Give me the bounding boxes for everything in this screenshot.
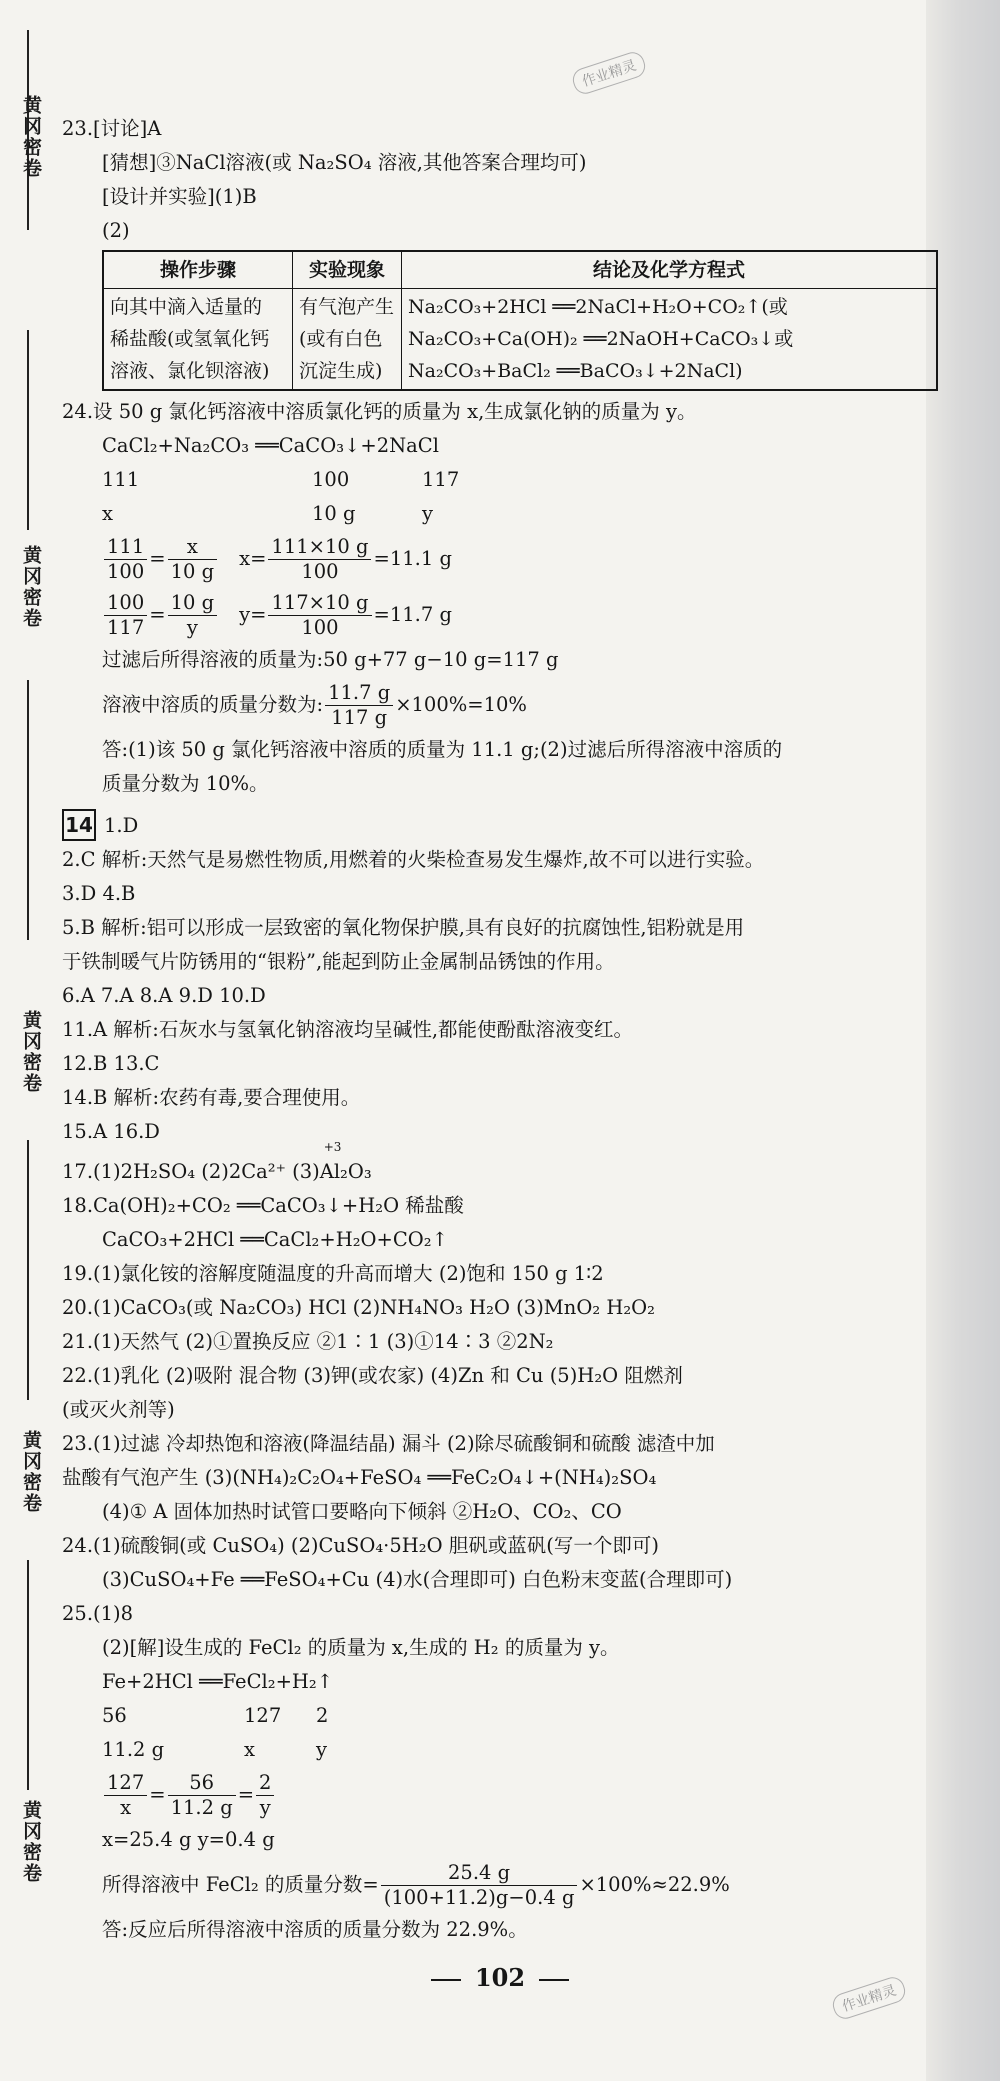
ratio-cell: 2 bbox=[316, 1704, 329, 1727]
text-line: 24.设 50 g 氯化钙溶液中溶质氯化钙的质量为 x,生成氯化钠的质量为 y。 bbox=[62, 400, 697, 423]
ratio-cell: 127 bbox=[244, 1704, 282, 1727]
cell-line: 向其中滴入适量的 bbox=[110, 296, 263, 318]
table-row bbox=[103, 289, 937, 391]
table-header-row bbox=[103, 251, 937, 289]
table-header: 实验现象 bbox=[293, 251, 402, 289]
watermark-stamp: 作业精灵 bbox=[830, 1974, 908, 2022]
formula-line: $\frac{100}{117}$ = $\frac{10 g}{y}$ y= $\frac{117\times 10 g}{100}$ =11.7 g bbox=[62, 587, 942, 643]
cell-line: 沉淀生成) bbox=[299, 360, 383, 382]
formula-line: 所得溶液中 FeCl₂ 的质量分数= $\frac{25.4 g}{(100+11.2)g-0.4 g}$ ×100%≈22.9% bbox=[102, 1861, 730, 1909]
section-number-box: 14 bbox=[62, 809, 96, 841]
fraction: $\frac{x}{10 g}$ bbox=[168, 535, 218, 584]
cell-line: Na₂CO₃+2HCl ══2NaCl+H₂O+CO₂↑(或 bbox=[408, 296, 788, 318]
text-line: 17.(1)2H₂SO₄ (2)2Ca²⁺ (3) +3 Al₂O₃ bbox=[62, 1140, 372, 1183]
text-line: 5.B 解析:铝可以形成一层致密的氧化物保护膜,具有良好的抗腐蚀性,铝粉就是用 bbox=[62, 916, 745, 939]
table-header: 操作步骤 bbox=[103, 251, 293, 289]
equation-line: Fe+2HCl ══FeCl₂+H₂↑ bbox=[102, 1670, 334, 1693]
table-cell bbox=[103, 289, 293, 391]
formula-line: $\frac{111}{100}$ = $\frac{x}{10 g}$ x= $\frac{111\times 10 g}{100}$ =11.1 g bbox=[62, 531, 942, 587]
ratio-row bbox=[62, 1699, 942, 1733]
ratio-row bbox=[62, 497, 942, 531]
text-line: [设计并实验](1)B bbox=[102, 185, 257, 208]
side-label: 黄冈密卷 bbox=[20, 545, 42, 629]
text-line: 6.A 7.A 8.A 9.D 10.D bbox=[62, 984, 266, 1007]
text-line: 11.A 解析:石灰水与氢氧化钠溶液均呈碱性,都能使酚酞溶液变红。 bbox=[62, 1018, 634, 1041]
table-cell bbox=[402, 289, 938, 391]
fraction: $\frac{2}{y}$ bbox=[256, 1771, 274, 1820]
text-line: 质量分数为 10%。 bbox=[102, 772, 269, 795]
answer-content bbox=[62, 112, 942, 1947]
text-line: 1.D bbox=[104, 814, 139, 837]
text-line: 21.(1)天然气 (2)①置换反应 ②1∶1 (3)①14∶3 ②2N₂ bbox=[62, 1330, 554, 1353]
ratio-cell: y bbox=[422, 502, 434, 525]
side-label: 黄冈密卷 bbox=[20, 1430, 42, 1514]
fraction: $\frac{117\times 10 g}{100}$ bbox=[268, 591, 371, 640]
fraction: $\frac{11.7 g}{117 g}$ bbox=[325, 681, 393, 730]
cell-line: 有气泡产生 bbox=[299, 296, 395, 318]
text-line: 20.(1)CaCO₃(或 Na₂CO₃) HCl (2)NH₄NO₃ H₂O (3)MnO₂ H₂O₂ bbox=[62, 1296, 655, 1319]
margin-line bbox=[27, 1140, 29, 1400]
watermark-stamp: 作业精灵 bbox=[570, 49, 648, 97]
text-line: (或灭火剂等) bbox=[62, 1398, 175, 1421]
fraction: $\frac{127}{x}$ bbox=[104, 1771, 147, 1820]
ratio-cell: x bbox=[102, 502, 113, 525]
ratio-cell: x bbox=[244, 1738, 255, 1761]
page-footer bbox=[0, 1963, 1000, 1992]
margin-line bbox=[27, 1560, 29, 1790]
text-line: 23.[讨论]A bbox=[62, 117, 162, 140]
text-line: x=25.4 g y=0.4 g bbox=[102, 1828, 275, 1851]
cell-line: Na₂CO₃+BaCl₂ ══BaCO₃↓+2NaCl) bbox=[408, 360, 743, 382]
fraction: $\frac{111}{100}$ bbox=[104, 535, 147, 584]
cell-line: (或有白色 bbox=[299, 328, 383, 350]
fraction: $\frac{10 g}{y}$ bbox=[168, 591, 218, 640]
experiment-table bbox=[102, 250, 938, 391]
text-line: CaCO₃+2HCl ══CaCl₂+H₂O+CO₂↑ bbox=[102, 1228, 448, 1251]
valence-mark: +3 bbox=[323, 1140, 342, 1154]
text-line: [猜想]③NaCl溶液(或 Na₂SO₄ 溶液,其他答案合理均可) bbox=[102, 151, 587, 174]
text-line: (2)[解]设生成的 FeCl₂ 的质量为 x,生成的 H₂ 的质量为 y。 bbox=[102, 1636, 620, 1659]
text-line: (3)CuSO₄+Fe ══FeSO₄+Cu (4)水(合理即可) 白色粉末变蓝(合理即可) bbox=[102, 1568, 733, 1591]
fraction: $\frac{25.4 g}{(100+11.2)g-0.4 g}$ bbox=[381, 1861, 578, 1910]
text-line: 22.(1)乳化 (2)吸附 混合物 (3)钾(或农家) (4)Zn 和 Cu (5)H₂O 阻燃剂 bbox=[62, 1364, 683, 1387]
cell-line: 稀盐酸(或氢氧化钙 bbox=[110, 328, 270, 350]
section-header bbox=[62, 809, 942, 843]
text-line: 24.(1)硫酸铜(或 CuSO₄) (2)CuSO₄·5H₂O 胆矾或蓝矾(写一个即可) bbox=[62, 1534, 659, 1557]
text-line: 盐酸有气泡产生 (3)(NH₄)₂C₂O₄+FeSO₄ ══FeC₂O₄↓+(NH₄)₂SO₄ bbox=[62, 1466, 657, 1489]
text-line: 19.(1)氯化铵的溶解度随温度的升高而增大 (2)饱和 150 g 1∶2 bbox=[62, 1262, 604, 1285]
formula-line: $\frac{127}{x}$ = $\frac{56}{11.2 g}$ = $\frac{2}{y}$ bbox=[62, 1767, 942, 1823]
text-line: 2.C 解析:天然气是易燃性物质,用燃着的火柴检查易发生爆炸,故不可以进行实验。 bbox=[62, 848, 765, 871]
text-line: 答:(1)该 50 g 氯化钙溶液中溶质的质量为 11.1 g;(2)过滤后所得溶液中溶质的 bbox=[102, 738, 783, 761]
text-line: (4)① A 固体加热时试管口要略向下倾斜 ②H₂O、CO₂、CO bbox=[102, 1500, 622, 1523]
side-label: 黄冈密卷 bbox=[20, 1800, 42, 1884]
formula-line: 溶液中溶质的质量分数为: $\frac{11.7 g}{117 g}$ ×100%=10% bbox=[102, 681, 527, 729]
table-cell bbox=[293, 289, 402, 391]
table-header: 结论及化学方程式 bbox=[402, 251, 938, 289]
text-line: 14.B 解析:农药有毒,要合理使用。 bbox=[62, 1086, 361, 1109]
ratio-cell: 11.2 g bbox=[102, 1738, 165, 1761]
fraction: $\frac{56}{11.2 g}$ bbox=[168, 1771, 236, 1820]
ratio-cell: 111 bbox=[102, 468, 140, 491]
page-number: 102 bbox=[474, 1963, 526, 1992]
text-line: 12.B 13.C bbox=[62, 1052, 160, 1075]
text-line: 25.(1)8 bbox=[62, 1602, 134, 1625]
side-label: 黄冈密卷 bbox=[20, 95, 42, 179]
text-line: 于铁制暖气片防锈用的“银粉”,能起到防止金属制品锈蚀的作用。 bbox=[62, 950, 615, 973]
margin-line bbox=[27, 330, 29, 530]
margin-line bbox=[27, 680, 29, 940]
ratio-cell: 10 g bbox=[312, 502, 356, 525]
cell-line: Na₂CO₃+Ca(OH)₂ ══2NaOH+CaCO₃↓或 bbox=[408, 328, 794, 350]
fraction: $\frac{111\times 10 g}{100}$ bbox=[268, 535, 371, 584]
equation-line: CaCl₂+Na₂CO₃ ══CaCO₃↓+2NaCl bbox=[102, 434, 439, 457]
text-line: 过滤后所得溶液的质量为:50 g+77 g−10 g=117 g bbox=[102, 648, 559, 671]
text-line: (2) bbox=[102, 219, 130, 242]
fraction: $\frac{100}{117}$ bbox=[104, 591, 147, 640]
text-line: 15.A 16.D bbox=[62, 1120, 160, 1143]
cell-line: 溶液、氯化钡溶液) bbox=[110, 360, 270, 382]
ratio-cell: y bbox=[316, 1738, 328, 1761]
text-line: 18.Ca(OH)₂+CO₂ ══CaCO₃↓+H₂O 稀盐酸 bbox=[62, 1194, 464, 1217]
ratio-cell: 117 bbox=[422, 468, 460, 491]
text-line: 23.(1)过滤 冷却热饱和溶液(降温结晶) 漏斗 (2)除尽硫酸铜和硫酸 滤渣中加 bbox=[62, 1432, 715, 1455]
side-label: 黄冈密卷 bbox=[20, 1010, 42, 1094]
ratio-row bbox=[62, 463, 942, 497]
ratio-cell: 100 bbox=[312, 468, 350, 491]
text-line: 3.D 4.B bbox=[62, 882, 136, 905]
ratio-row bbox=[62, 1733, 942, 1767]
text-line: 答:反应后所得溶液中溶质的质量分数为 22.9%。 bbox=[102, 1918, 528, 1941]
ratio-cell: 56 bbox=[102, 1704, 127, 1727]
